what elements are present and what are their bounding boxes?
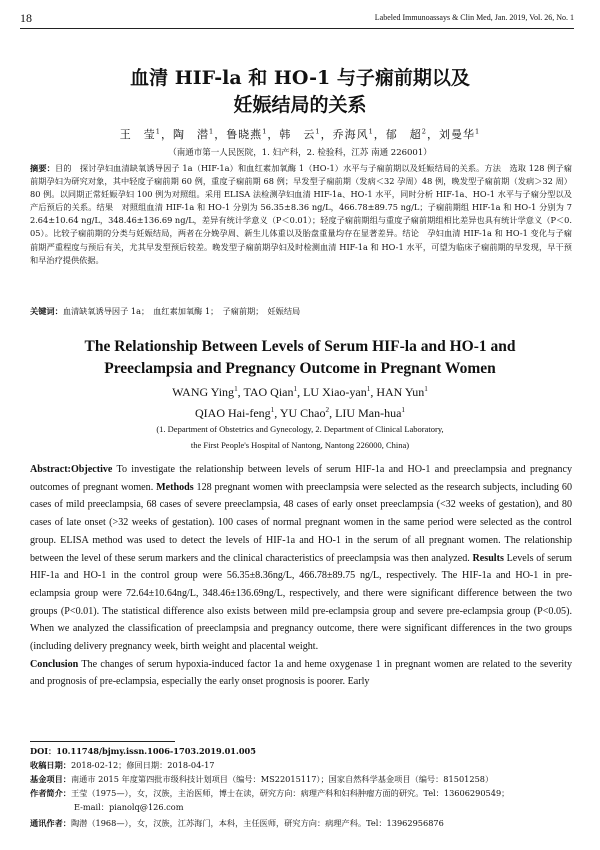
en-results-label: Results [472, 552, 504, 564]
en-abstract [30, 461, 572, 691]
en-objective-label: Objective [70, 464, 113, 475]
footnote-doi: DOI：10.11748/bjmy.issn.1006-1703.2019.01.005 [30, 746, 256, 756]
cn-author: 陶 潜 [172, 128, 209, 141]
cn-author: 刘曼华 [439, 128, 475, 141]
en-author: TAO Qian [243, 385, 294, 399]
en-conclusion-text: The changes of serum hypoxia-induced factor 1a and heme oxygenase 1 in pregnant women are related to the severity and prognosis of pre-eclampsia, especially the early onset prognosis is poorer. Early [30, 658, 572, 688]
footnote-author-email: E-mail：pianolq@126.com [74, 802, 184, 812]
cn-title-line-1: 血清 HIF-la 和 HO-1 与子痫前期以及 [130, 67, 470, 89]
cn-abstract-text: 目的 探讨孕妇血清缺氧诱导因子 1a（HIF-1a）和血红素加氧酶 1（HO-1）水平与子痫前期以及妊娠结局的关系。方法 选取 128 例子痫前期孕妇为研究对象，其中轻度子痫前期 60 例，重度子痫前期 68 例；早发型子痫前期（发病＜32 孕周）48 例，晚发型子痫前期（发病＞32 周）80 例。以同期正常妊娠孕妇 100 例为对照组。采用 ELISA 法检测孕妇血清 HIF-1a、HO-1 水平，同时分析 HIF-1a、HO-1 水平与子痫分型以及产后预后的关系。结果 对照组血清 HIF-1a 和 HO-1 分别为 56.35±8.36 ng/L，466.78±89.75 ng/L；子痫前期组 HIF-1a 和 HO-1 分别为 72.64±10.64 ng/L，348.46±136.69 ng/L，差异有统计学意义（P＜0.01）；轻度子痫前期组与重度子痫前期组相比差异也具有统计学意义（P＜0.05）。比较子痫前期的分类与妊娠结局，两者在分娩孕周、新生儿体重以及胎盘重量均存在显著差异。结论 孕妇血清 HIF-1a 和 HO-1 变化与子痫前期严重程度与预后有关，尤其早发型预后较差。晚发型子痫前期孕妇及时检测血清 HIF-1a 和 HO-1 水平，可望为临床子痫前期的早发现，早干预和早治疗提供依据。 [30, 163, 572, 265]
en-results-text: Levels of serum HIF-1a and HO-1 in the control group were 56.35±8.36ng/L, 466.78±89.75 ng/L, respectively. The HIF-1a and HO-1 in pre-eclampsia group were 72.64±10.64ng/L, 348.46±136.69ng/L, respectively, and there were significant difference between the two groups (P<0.01). The statistical difference also exists between mild pre-eclampsia group and severe pre-eclampsia group (P<0.05). When we analyzed the classification of preeclampsia and pregnancy outcome, there were significant differences in the two groups (including delivery pregnancy week, birth weight and placental weight. [30, 552, 572, 653]
footnote-author-bio: 作者简介：王莹（1975—），女，汉族，主治医师，博士在读，研究方向：病理产科和妇科肿瘤方面的研究。Tel：13606290549； [30, 788, 510, 798]
footnote-dates: 收稿日期：2018-02-12；修回日期：2018-04-17 [30, 760, 215, 770]
cn-authors: 王 莹$^1$，陶 潜$^1$，鲁晓燕$^1$，韩 云$^1$，乔海风$^1$，郁 超$^2$，刘曼华$^1$ [119, 127, 481, 141]
en-authors-line-2: QIAO Hai-feng$^1$, YU Chao$^2$, LIU Man-hua$^1$ [195, 406, 405, 420]
page-number: 18 [20, 11, 32, 25]
cn-affiliation: （南通市第一人民医院，1. 妇产科，2. 检验科，江苏 南通 226001） [168, 148, 432, 158]
en-author: QIAO Hai-feng [195, 406, 271, 420]
en-author: WANG Ying [172, 385, 235, 399]
en-author: HAN Yun [376, 385, 425, 399]
footnote-fund: 基金项目：南通市 2015 年度第四批市级科技计划项目（编号：MS22015117）；国家自然科学基金项目（编号：81501258） [30, 774, 494, 784]
cn-abstract [30, 162, 572, 267]
cn-abstract-label: 摘要： [30, 163, 55, 173]
en-author: LU Xiao-yan [303, 385, 367, 399]
cn-title-line-2: 妊娠结局的关系 [233, 94, 367, 116]
cn-author: 乔海风 [332, 128, 369, 141]
en-abstract-label: Abstract: [30, 464, 71, 475]
en-methods-label: Methods [156, 481, 194, 493]
cn-keywords-text: 血清缺氧诱导因子 1a； 血红素加氧酶 1； 子痫前期； 妊娠结局 [62, 306, 301, 316]
journal-name: Labeled Immunoassays & Clin Med, Jan. 2019, Vol. 26, No. 1 [374, 13, 574, 22]
cn-keywords-label: 关键词： [30, 306, 63, 316]
cn-author: 鲁晓燕 [226, 128, 263, 141]
en-methods-text: 128 pregnant women with preeclampsia were selected as the research subjects, including 60 cases of mild preeclampsia, 68 cases of severe preeclampsia, 48 cases of early onset preeclampsia (<32 weeks of gestation), and 80 cases of late onset (>32 weeks of gestation). 100 cases of normal pregnant women in the same period were selected as the control group. ELISA method was used to detect the levels of HIF-1a and HO-1 in the serum of all pregnant women. The relationship between the level of these serum markers and the clinical characteristics of preeclampsia was then analyzed. [30, 481, 572, 564]
footnote-corresponding: 通讯作者：陶潜（1968—），女，汉族，江苏海门，本科，主任医师，研究方向：病理产科。Tel：13962956876 [30, 818, 444, 828]
cn-author: 郁 超 [385, 128, 422, 141]
en-authors-line-1: WANG Ying$^1$, TAO Qian$^1$, LU Xiao-yan$^1$, HAN Yun$^1$ [172, 385, 428, 399]
cn-keywords [30, 305, 572, 318]
en-conclusion-label: Conclusion [30, 658, 79, 670]
en-author: YU Chao [279, 406, 326, 420]
en-author: LIU Man-hua [335, 406, 402, 420]
en-title-line-1: The Relationship Between Levels of Serum HIF-la and HO-1 and [84, 338, 516, 355]
cn-author: 韩 云 [279, 128, 316, 141]
en-objective-text: To investigate the relationship between levels of serum HIF-1a and HO-1 and preeclampsia and pregnancy outcomes of pregnant women. [30, 464, 572, 493]
cn-author: 王 莹 [119, 128, 156, 141]
en-affiliation-line-1: (1. Department of Obstetrics and Gynecology, 2. Department of Clinical Laboratory, [156, 424, 444, 434]
en-affiliation-line-2: the First People's Hospital of Nantong, Nantong 226000, China) [190, 440, 410, 450]
running-header [20, 8, 574, 29]
en-title-line-2: Preeclampsia and Pregnancy Outcome in Pregnant Women [104, 360, 496, 377]
footnote-divider [30, 741, 175, 742]
